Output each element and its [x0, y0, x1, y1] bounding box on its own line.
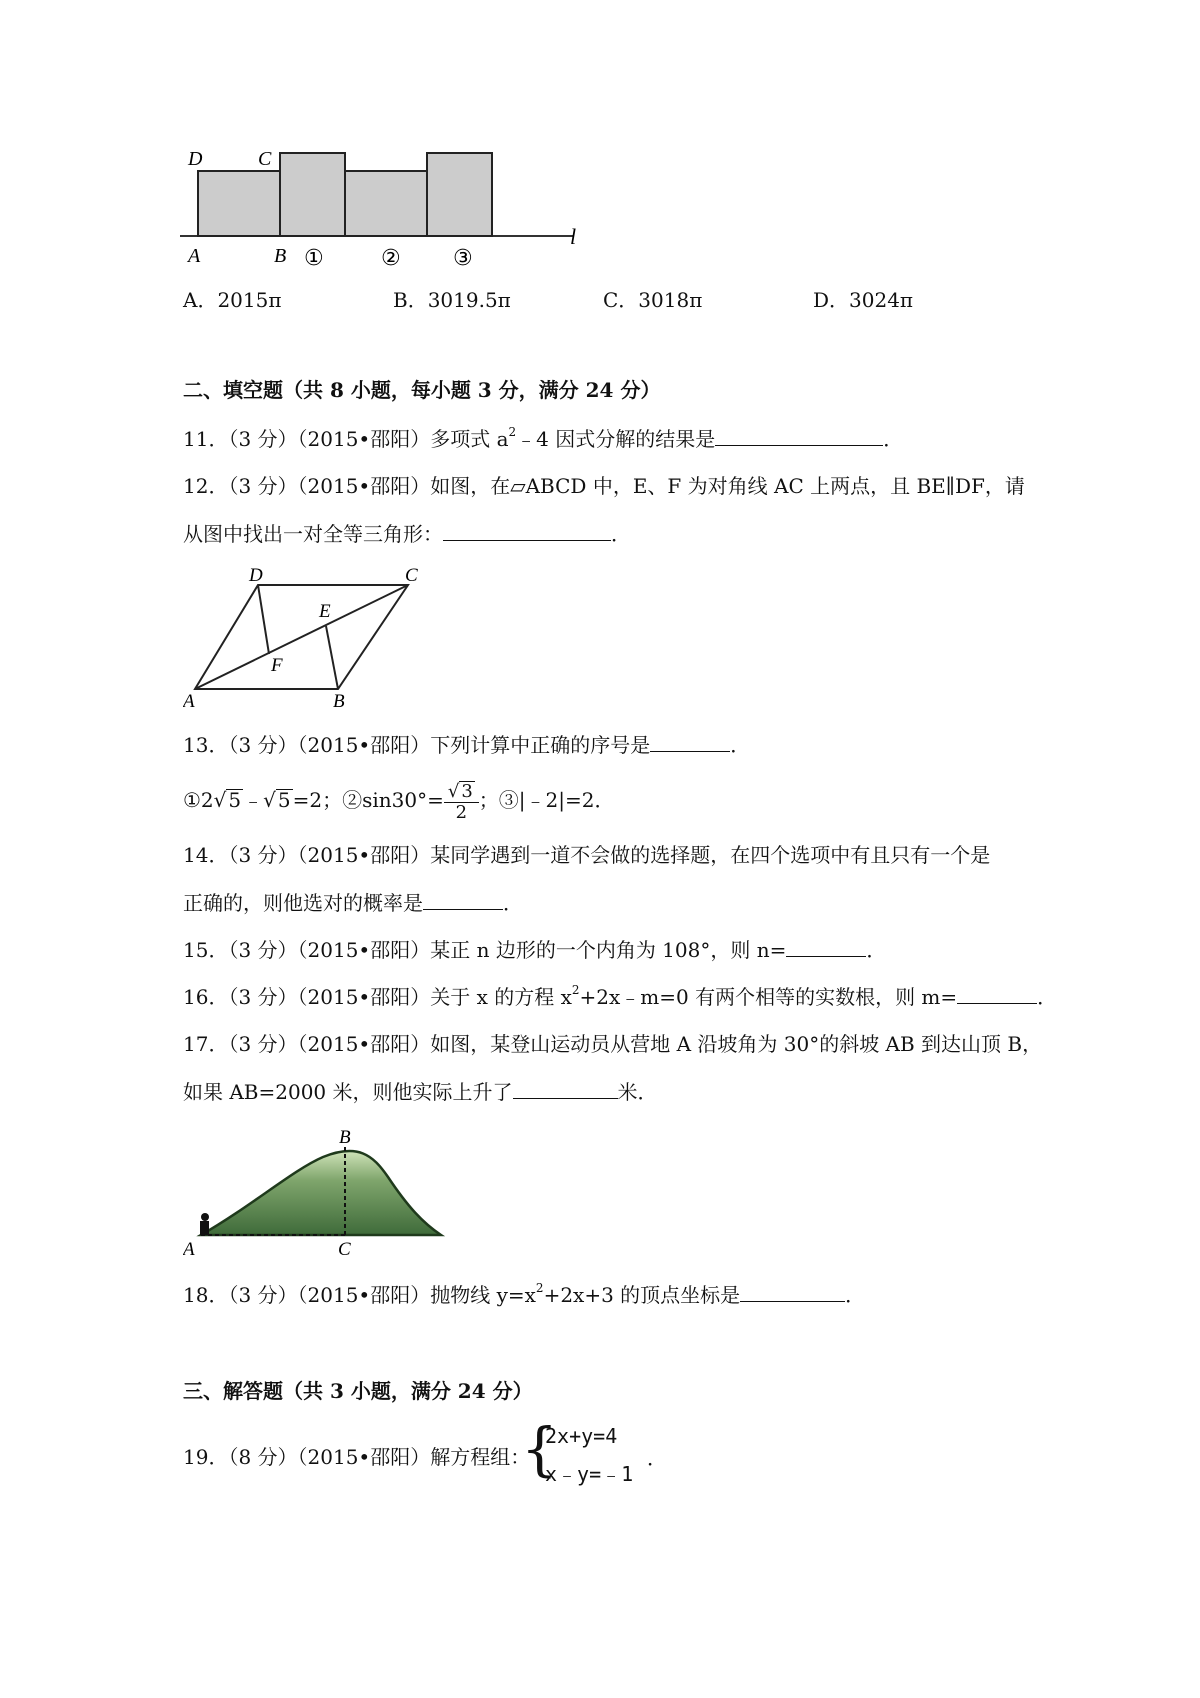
question-17-line2 [183, 1078, 658, 1106]
label-d: D [249, 565, 263, 586]
q16-exponent: 2 [571, 983, 580, 997]
q17-answer-blank[interactable] [513, 1078, 618, 1099]
rectangle-abcd [198, 171, 280, 236]
q13-radicand-1: 5 [228, 788, 242, 812]
fraction-radicand: 3 [461, 780, 473, 802]
question-13-line1 [183, 731, 750, 759]
question-14-line1: 14．（3 分）（2015•邵阳）某同学遇到一道不会做的选择题，在四个选项中有且只有一个是 [183, 843, 991, 867]
brace-icon: { [521, 1415, 558, 1483]
q14-end: ． [503, 891, 523, 915]
fraction-numerator: √ 3 [444, 781, 479, 803]
sqrt-symbol: √ [263, 788, 276, 812]
rectangle-pos-2 [345, 171, 427, 236]
q15-text: 15．（3 分）（2015•邵阳）某正 n 边形的一个内角为 108°，则 n= [183, 938, 787, 962]
question-12-line1: 12．（3 分）（2015•邵阳）如图，在▱ABCD 中，E、F 为对角线 AC 上两点，且 BE∥DF，请 [183, 474, 1025, 498]
q12-answer-blank[interactable] [443, 520, 611, 541]
q16-text-post: +2x﹣m=0 有两个相等的实数根，则 m= [579, 985, 958, 1009]
q13-text: 13．（3 分）（2015•邵阳）下列计算中正确的序号是 [183, 733, 651, 757]
label-a: A [188, 245, 201, 267]
q13-item3: ；③|﹣2|=2． [478, 788, 615, 812]
label-circled-2: ② [381, 246, 401, 270]
question-16 [183, 983, 1057, 1011]
question-18 [183, 1281, 865, 1309]
q19-text: 19．（8 分）（2015•邵阳）解方程组： [183, 1445, 531, 1469]
choice-c: C．3018π [603, 288, 703, 312]
q11-text-post: ﹣4 因式分解的结果是 [516, 427, 716, 451]
rectangle-pos-1 [280, 153, 345, 236]
label-c: C [405, 565, 418, 586]
q14-answer-blank[interactable] [423, 889, 503, 910]
label-d: D [188, 148, 203, 170]
q11-end: ． [883, 427, 904, 451]
choice-a: A．2015π [183, 288, 282, 312]
q17-unit: 米． [617, 1080, 658, 1104]
label-circled-1: ① [304, 246, 324, 270]
q13-item1-post: =2；②sin30°= [292, 788, 444, 812]
fraction-denominator: 2 [455, 801, 468, 823]
q16-end: ． [1037, 985, 1058, 1009]
q14-text: 正确的，则他选对的概率是 [183, 891, 423, 915]
q18-exponent: 2 [535, 1281, 544, 1295]
q13-minus: ﹣ [243, 788, 264, 812]
climber-icon [200, 1213, 209, 1235]
q18-answer-blank[interactable] [740, 1281, 845, 1302]
label-b: B [274, 245, 287, 267]
question-19 [183, 1443, 530, 1471]
segment-be [326, 626, 338, 689]
question-15 [183, 936, 886, 964]
q13-answer-blank[interactable] [650, 731, 730, 752]
sqrt-symbol: √ [213, 788, 227, 812]
q15-end: ． [866, 938, 887, 962]
segment-df [258, 585, 269, 654]
label-circled-3: ③ [453, 246, 473, 270]
label-b: B [333, 691, 345, 710]
q18-end: ． [845, 1283, 866, 1307]
question-17-line1: 17．（3 分）（2015•邵阳）如图，某登山运动员从营地 A 沿坡角为 30°的斜坡 AB 到达山顶 B， [183, 1032, 1043, 1056]
q16-answer-blank[interactable] [957, 983, 1037, 1004]
question-12-line2 [183, 520, 631, 548]
q13-fraction [444, 781, 479, 823]
q12-end: ． [611, 522, 631, 546]
q16-text: 16．（3 分）（2015•邵阳）关于 x 的方程 x [183, 985, 572, 1009]
mountain-shape [201, 1151, 441, 1235]
q13-radicand-2: 5 [277, 788, 291, 812]
q12-text: 从图中找出一对全等三角形： [183, 522, 443, 546]
label-a: A [183, 691, 195, 710]
question-11 [183, 425, 903, 453]
q18-text-post: +2x+3 的顶点坐标是 [543, 1283, 741, 1307]
label-l: l [570, 224, 577, 249]
q15-answer-blank[interactable] [786, 936, 866, 957]
label-f: F [271, 655, 283, 676]
label-c: C [258, 148, 272, 170]
rolling-rectangles-figure [178, 140, 598, 270]
label-b: B [339, 1127, 351, 1148]
q19-end: ． [647, 1446, 667, 1470]
choice-d: D．3024π [813, 288, 914, 312]
rectangle-pos-3 [427, 153, 492, 236]
equation-1: 2x+y=4 [545, 1424, 618, 1448]
mountain-slope-figure [183, 1125, 453, 1260]
q13-item1-pre: ①2 [183, 788, 214, 812]
section-2-title: 二、填空题（共 8 小题，每小题 3 分，满分 24 分） [183, 378, 661, 402]
parallelogram-figure [183, 565, 433, 710]
section-3-title: 三、解答题（共 3 小题，满分 24 分） [183, 1379, 533, 1403]
q18-text: 18．（3 分）（2015•邵阳）抛物线 y=x [183, 1283, 536, 1307]
equation-2: x﹣y=﹣1 [545, 1462, 634, 1486]
q11-exponent: 2 [508, 425, 517, 439]
question-14-line2 [183, 889, 523, 917]
q17-text: 如果 AB=2000 米，则他实际上升了 [183, 1080, 513, 1104]
q11-answer-blank[interactable] [715, 425, 883, 446]
label-c: C [338, 1239, 351, 1260]
label-a: A [183, 1239, 195, 1260]
question-13-items [183, 778, 614, 823]
choice-b: B．3019.5π [393, 288, 511, 312]
label-e: E [319, 601, 331, 622]
q13-end: ． [730, 733, 751, 757]
q11-text: 11．（3 分）（2015•邵阳）多项式 a [183, 427, 509, 451]
